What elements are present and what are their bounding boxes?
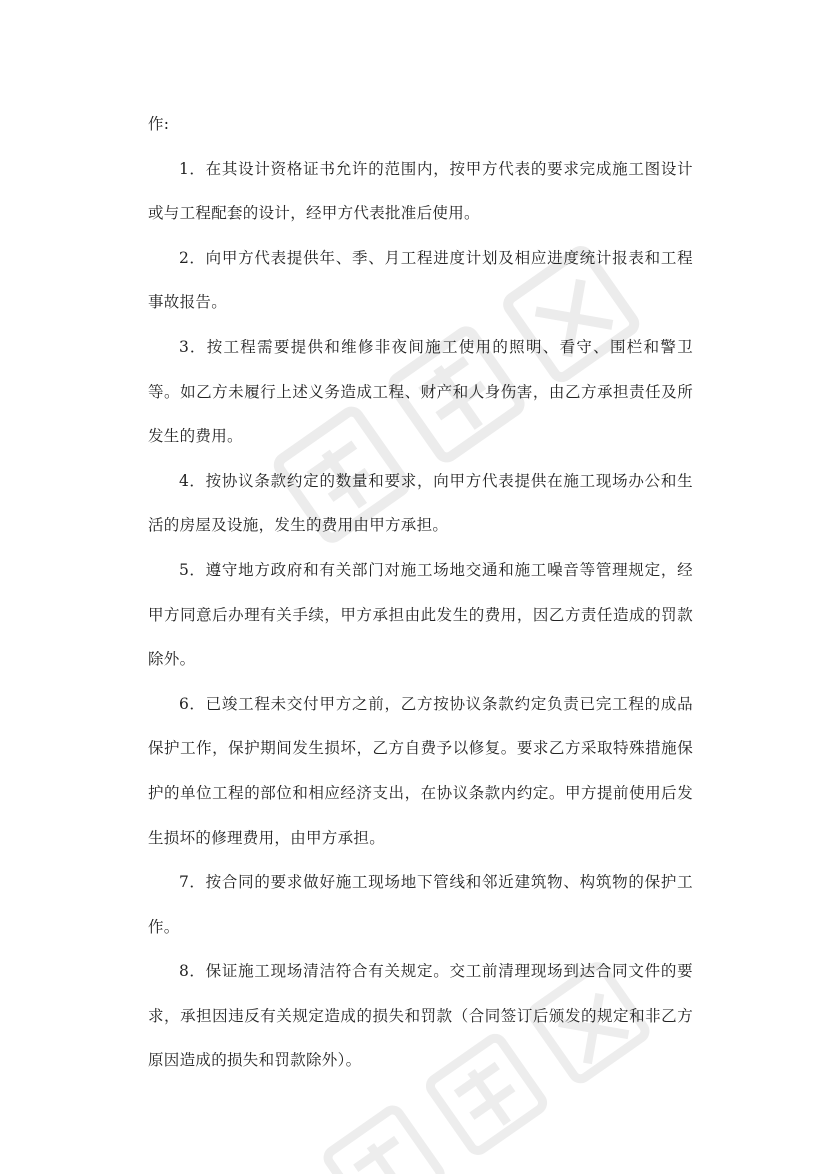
list-item bbox=[148, 236, 693, 325]
item-separator: ． bbox=[188, 159, 206, 178]
item-separator: ． bbox=[188, 962, 206, 981]
item-number: 2 bbox=[179, 248, 189, 267]
item-text: 已竣工程未交付甲方之前，乙方按协议条款约定负责已完工程的成品保护工作，保护期间发生损坏，乙方自费予以修复。要求乙方采取特殊措施保护的单位工程的部位和相应经济支出，在协议条款内约定。甲方提前使用后发生损坏的修理费用，由甲方承担。 bbox=[148, 694, 693, 847]
item-text: 在其设计资格证书允许的范围内，按甲方代表的要求完成施工图设计或与工程配套的设计，经甲方代表批准后使用。 bbox=[148, 159, 693, 223]
document-body bbox=[148, 102, 693, 1083]
item-number: 7 bbox=[179, 873, 189, 892]
item-separator: ． bbox=[188, 560, 206, 579]
item-number: 3 bbox=[179, 337, 189, 356]
item-text: 按协议条款约定的数量和要求，向甲方代表提供在施工现场办公和生活的房屋及设施，发生的费用由甲方承担。 bbox=[148, 471, 693, 535]
item-separator: ． bbox=[188, 694, 206, 713]
item-separator: ． bbox=[188, 471, 206, 490]
item-number: 4 bbox=[179, 471, 189, 490]
list-item bbox=[148, 459, 693, 548]
list-item bbox=[148, 682, 693, 860]
item-text: 保证施工现场清洁符合有关规定。交工前清理现场到达合同文件的要求，承担因违反有关规定造成的损失和罚款（合同签订后颁发的规定和非乙方原因造成的损失和罚款除外）。 bbox=[148, 962, 693, 1070]
item-separator: ． bbox=[188, 248, 206, 267]
item-text: 遵守地方政府和有关部门对施工场地交通和施工噪音等管理规定，经甲方同意后办理有关手续，甲方承担由此发生的费用，因乙方责任造成的罚款除外。 bbox=[148, 560, 693, 669]
list-item bbox=[148, 548, 693, 682]
lead-text: 作: bbox=[148, 115, 170, 133]
item-number: 6 bbox=[179, 694, 189, 713]
list-item bbox=[148, 325, 693, 459]
list-item bbox=[148, 949, 693, 1083]
item-number: 8 bbox=[179, 962, 189, 981]
item-text: 按合同的要求做好施工现场地下管线和邻近建筑物、构筑物的保护工作。 bbox=[148, 873, 693, 936]
list-item bbox=[148, 147, 693, 236]
item-number: 1 bbox=[179, 159, 189, 178]
item-number: 5 bbox=[179, 560, 189, 579]
list-item bbox=[148, 860, 693, 949]
item-separator: ． bbox=[188, 337, 207, 356]
item-separator: ． bbox=[188, 873, 206, 892]
item-text: 按工程需要提供和维修非夜间施工使用的照明、看守、围栏和警卫等。如乙方未履行上述义务造成工程、财产和人身伤害，由乙方承担责任及所发生的费用。 bbox=[148, 337, 693, 446]
item-text: 向甲方代表提供年、季、月工程进度计划及相应进度统计报表和工程事故报告。 bbox=[148, 248, 693, 312]
